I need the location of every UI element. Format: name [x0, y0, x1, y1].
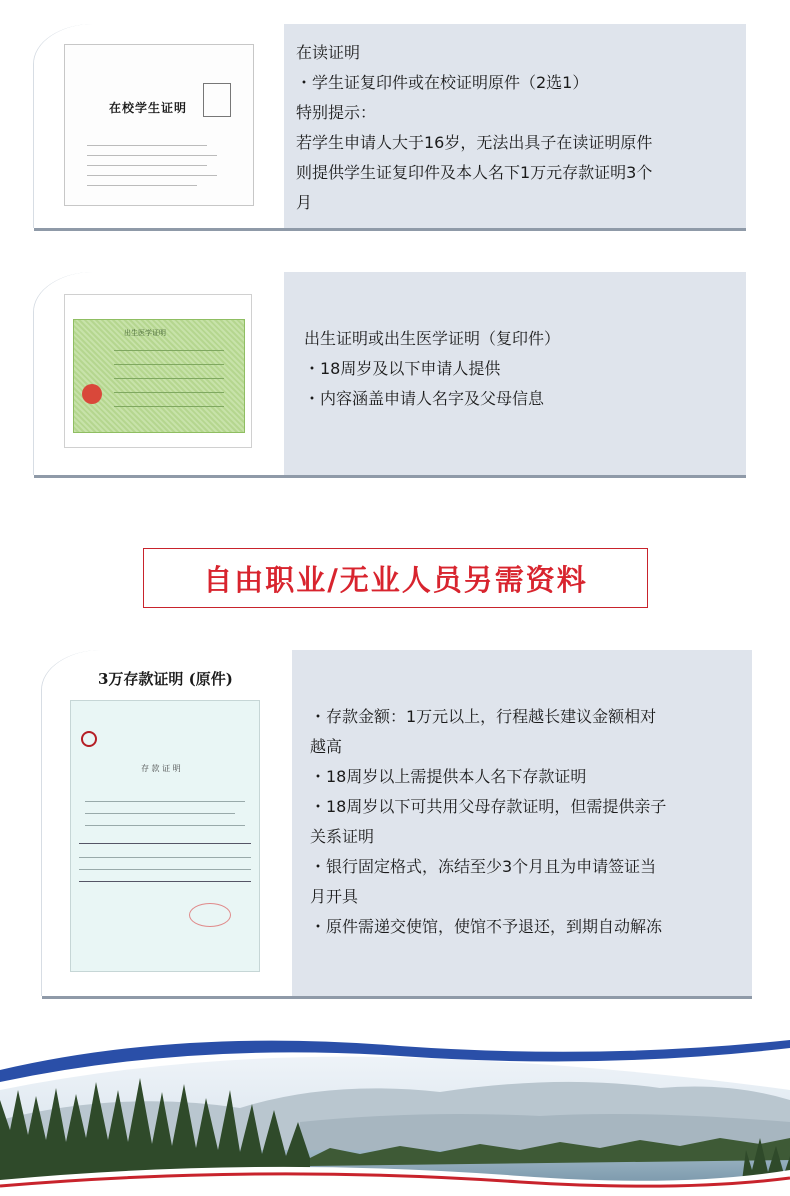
info-line: ・存款金额：1万元以上，行程越长建议金额相对 [310, 707, 657, 726]
info-line: 月开具 [310, 887, 359, 906]
section-title: 自由职业/无业人员另需资料 [203, 562, 588, 597]
info-line: 若学生申请人大于16岁，无法出具子在读证明原件 [296, 133, 653, 152]
info-line: 在读证明 [296, 43, 361, 62]
student-certificate-card [34, 24, 746, 228]
info-line: ・学生证复印件或在校证明原件（2选1） [296, 73, 589, 92]
info-line: 则提供学生证复印件及本人名下1万元存款证明3个 [296, 163, 653, 182]
info-line: 月 [296, 193, 313, 212]
info-line: ・18周岁及以下申请人提供 [304, 359, 501, 378]
info-line: ・原件需递交使馆，使馆不予退还，到期自动解冻 [310, 917, 663, 936]
deposit-certificate-thumbnail [42, 650, 292, 996]
bank-stamp-icon [189, 903, 231, 927]
info-line: ・18周岁以下可共用父母存款证明，但需提供亲子 [310, 797, 667, 816]
deposit-certificate-image [70, 700, 260, 972]
birth-certificate-thumbnail [34, 272, 284, 475]
info-line: 关系证明 [310, 827, 375, 846]
info-line: ・18周岁以上需提供本人名下存款证明 [310, 767, 587, 786]
info-line: 出生证明或出生医学证明（复印件） [304, 329, 561, 348]
section-title-banner [143, 548, 648, 608]
student-certificate-info-panel [284, 24, 746, 228]
birth-certificate-image [64, 294, 252, 448]
info-line: ・内容涵盖申请人名字及父母信息 [304, 389, 545, 408]
birth-certificate-card [34, 272, 746, 475]
deposit-certificate-heading: 存 款 证 明 [141, 764, 181, 773]
emblem-seal-icon [82, 384, 102, 404]
info-line: 越高 [310, 737, 343, 756]
student-certificate-title: 在校学生证明 [109, 101, 188, 115]
photo-placeholder-icon [203, 83, 231, 117]
birth-certificate-title: 出生医学证明 [124, 329, 166, 337]
birth-certificate-info-panel [284, 272, 746, 475]
info-line: ・银行固定格式，冻结至少3个月且为申请签证当 [310, 857, 657, 876]
deposit-certificate-card [42, 650, 752, 996]
info-line: 特别提示： [296, 103, 377, 122]
student-certificate-thumbnail [34, 24, 284, 228]
bank-logo-icon [81, 731, 97, 747]
deposit-certificate-info-panel [292, 650, 752, 996]
deposit-certificate-caption: 3万存款证明 (原件) [98, 670, 233, 688]
student-certificate-image [64, 44, 254, 206]
landscape-footer-image [0, 1030, 790, 1196]
